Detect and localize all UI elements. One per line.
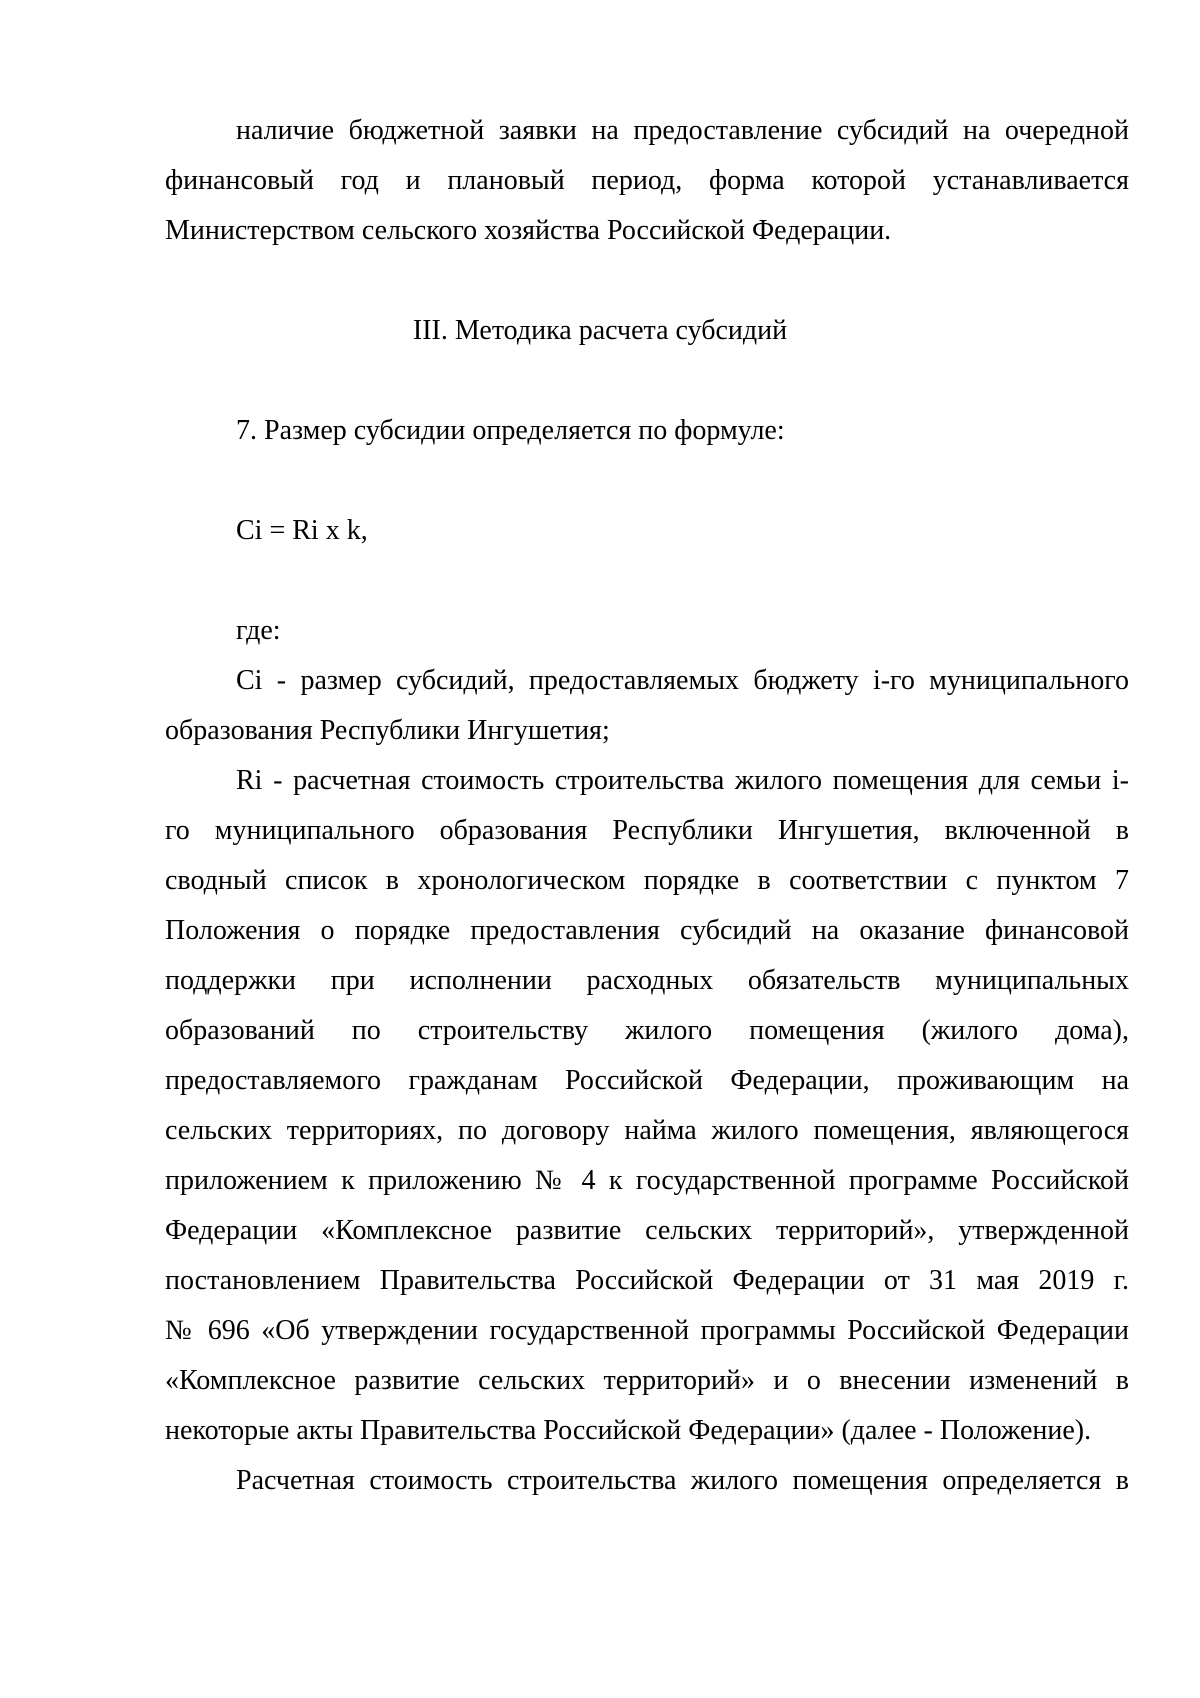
ri-definition-line: постановлением Правительства Российской Федерации от 31 мая 2019 г. (165, 1265, 1129, 1296)
ri-definition-line: поддержки при исполнении расходных обязательств муниципальных (165, 965, 1129, 996)
ri-definition-line: Положения о порядке предоставления субсидий на оказание финансовой (165, 915, 1129, 946)
paragraph-line: Расчетная стоимость строительства жилого помещения определяется в (236, 1465, 1129, 1496)
item-7-text: 7. Размер субсидии определяется по формуле: (236, 415, 785, 446)
paragraph-line: наличие бюджетной заявки на предоставление субсидий на очередной (236, 115, 1129, 146)
where-label: где: (236, 615, 281, 646)
ri-definition-line: предоставляемого гражданам Российской Федерации, проживающим на (165, 1065, 1129, 1096)
ri-definition-line: приложением к приложению № 4 к государственной программе Российской (165, 1165, 1129, 1196)
ri-definition-line: некоторые акты Правительства Российской Федерации» (далее - Положение). (165, 1415, 1092, 1446)
ci-definition-line: образования Республики Ингушетия; (165, 715, 610, 746)
ri-definition-line: Федерации «Комплексное развитие сельских территорий», утвержденной (165, 1215, 1129, 1246)
ri-definition-line: «Комплексное развитие сельских территорий» и о внесении изменений в (165, 1365, 1129, 1396)
ri-definition-line: го муниципального образования Республики Ингушетия, включенной в (165, 815, 1129, 846)
ri-definition-line: образований по строительству жилого помещения (жилого дома), (165, 1015, 1129, 1046)
ci-definition-line: Ci - размер субсидий, предоставляемых бюджету i-го муниципального (236, 665, 1129, 696)
ri-definition-line: сельских территориях, по договору найма жилого помещения, являющегося (165, 1115, 1129, 1146)
formula: Ci = Ri x k, (236, 515, 368, 546)
paragraph-line: Министерством сельского хозяйства Российской Федерации. (165, 215, 892, 246)
section-heading: III. Методика расчета субсидий (412, 315, 788, 346)
ri-definition-line: № 696 «Об утверждении государственной программы Российской Федерации (165, 1315, 1129, 1346)
ri-definition-line: сводный список в хронологическом порядке в соответствии с пунктом 7 (165, 865, 1129, 896)
ri-definition-line: Ri - расчетная стоимость строительства жилого помещения для семьи i- (236, 765, 1129, 796)
paragraph-line: финансовый год и плановый период, форма которой устанавливается (165, 165, 1129, 196)
